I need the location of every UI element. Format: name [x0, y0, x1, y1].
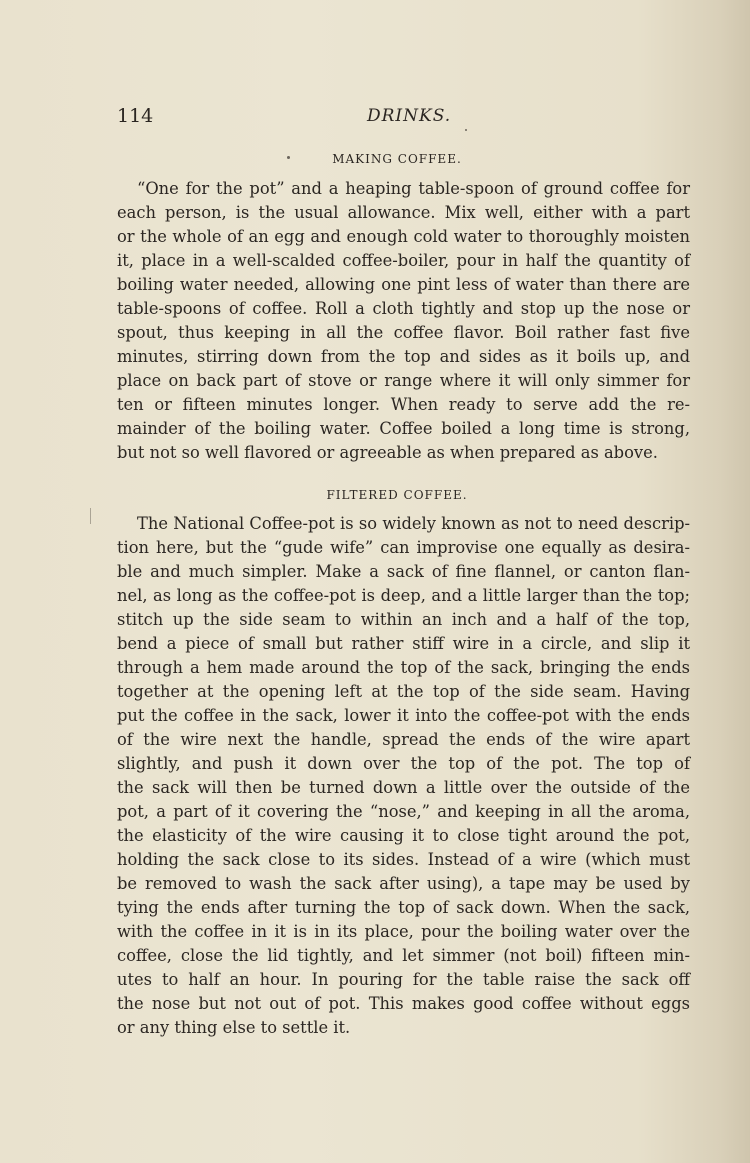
- text-line: together at the opening left at the top of the side seam. Having: [117, 682, 690, 701]
- text-line: pot, a part of it covering the “nose,” and keeping in all the aroma,: [117, 802, 690, 821]
- text-line: through a hem made around the top of the sack, bringing the ends: [117, 658, 690, 677]
- paragraph-filtered-coffee: [117, 512, 690, 1040]
- text-line: spout, thus keeping in all the coffee flavor. Boil rather fast five: [117, 323, 690, 342]
- text-line: of the wire next the handle, spread the ends of the wire apart: [117, 730, 690, 749]
- text-line: slightly, and push it down over the top of the pot. The top of: [117, 754, 690, 773]
- text-line: tying the ends after turning the top of sack down. When the sack,: [117, 898, 690, 917]
- text-line: put the coffee in the sack, lower it into the coffee-pot with the ends: [117, 706, 690, 725]
- text-line: bend a piece of small but rather stiff wire in a circle, and slip it: [117, 634, 690, 653]
- text-line: with the coffee in it is in its place, pour the boiling water over the: [117, 922, 690, 941]
- text-line: utes to half an hour. In pouring for the table raise the sack off: [117, 970, 690, 989]
- text-line: the nose but not out of pot. This makes good coffee without eggs: [117, 994, 690, 1013]
- section-heading-making-coffee: MAKING COFFEE.: [332, 152, 462, 166]
- margin-mark: [90, 508, 91, 524]
- text-line: ten or fifteen minutes longer. When ready to serve add the re-: [117, 395, 690, 414]
- text-line: or any thing else to settle it.: [117, 1018, 351, 1037]
- running-head: DRINKS.: [367, 106, 452, 126]
- section-heading-filtered-coffee: FILTERED COFFEE.: [326, 488, 468, 502]
- paragraph-making-coffee: [117, 177, 690, 465]
- text-line: table-spoons of coffee. Roll a cloth tightly and stop up the nose or: [117, 299, 690, 318]
- page-header: [117, 103, 690, 129]
- text-line: but not so well flavored or agreeable as when prepared as above.: [117, 443, 658, 462]
- text-line: each person, is the usual allowance. Mix well, either with a part: [117, 203, 690, 222]
- page-number: 114: [117, 105, 154, 127]
- text-line: be removed to wash the sack after using), a tape may be used by: [117, 874, 690, 893]
- ink-speck: [465, 129, 467, 131]
- text-line: The National Coffee-pot is so widely known as not to need descrip-: [137, 514, 690, 533]
- text-line: minutes, stirring down from the top and sides as it boils up, and: [117, 347, 690, 366]
- text-line: “One for the pot” and a heaping table-spoon of ground coffee for: [137, 179, 690, 198]
- text-line: coffee, close the lid tightly, and let simmer (not boil) fifteen min-: [117, 946, 690, 965]
- text-line: place on back part of stove or range where it will only simmer for: [117, 371, 690, 390]
- text-line: tion here, but the “gude wife” can improvise one equally as desira-: [117, 538, 690, 557]
- text-line: ble and much simpler. Make a sack of fine flannel, or canton flan-: [117, 562, 690, 581]
- text-line: stitch up the side seam to within an inch and a half of the top,: [117, 610, 690, 629]
- text-line: nel, as long as the coffee-pot is deep, and a little larger than the top;: [117, 586, 690, 605]
- text-line: holding the sack close to its sides. Instead of a wire (which must: [117, 850, 690, 869]
- text-line: the elasticity of the wire causing it to close tight around the pot,: [117, 826, 690, 845]
- text-line: boiling water needed, allowing one pint less of water than there are: [117, 275, 690, 294]
- text-line: the sack will then be turned down a little over the outside of the: [117, 778, 690, 797]
- text-line: or the whole of an egg and enough cold water to thoroughly moisten: [117, 227, 690, 246]
- text-line: it, place in a well-scalded coffee-boiler, pour in half the quantity of: [117, 251, 690, 270]
- text-line: mainder of the boiling water. Coffee boiled a long time is strong,: [117, 419, 690, 438]
